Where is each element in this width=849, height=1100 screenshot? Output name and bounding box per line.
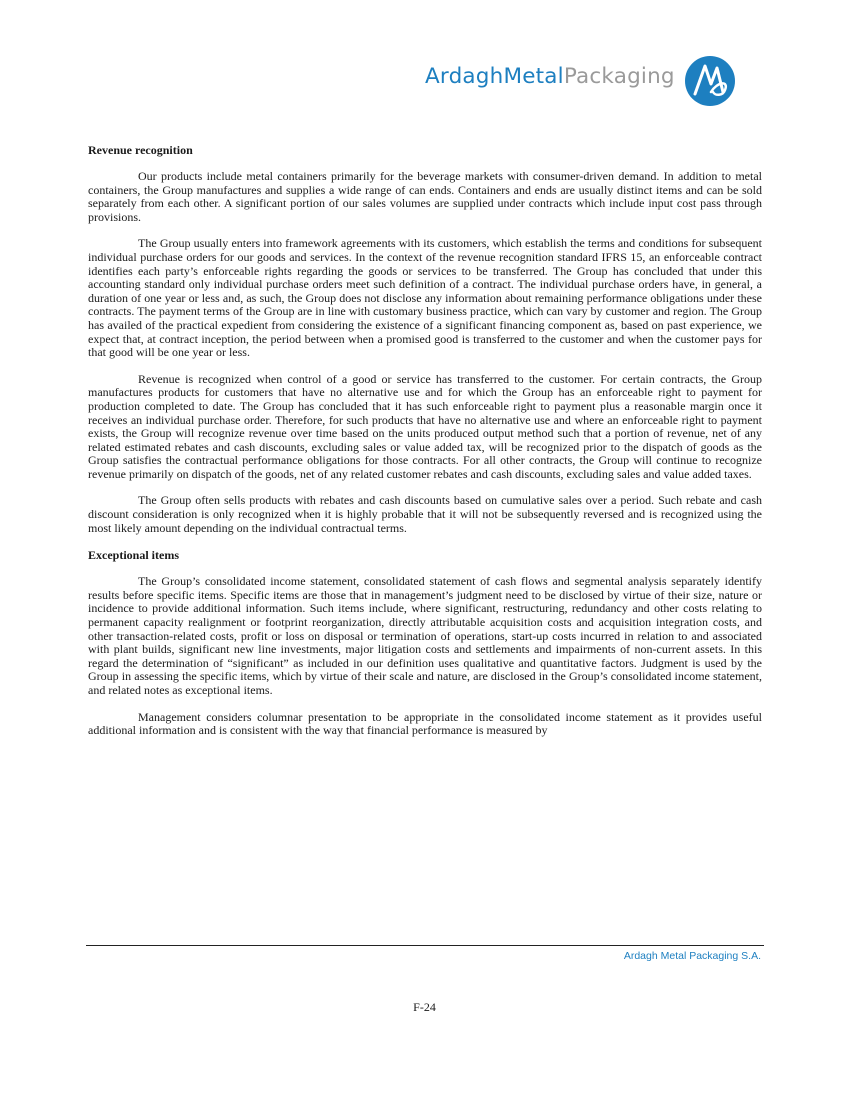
- paragraph: Our products include metal containers primarily for the beverage markets with consumer-driven demand. In addition to metal containers, the Group manufactures and supplies a wide range of can ends. Containers and ends are usually distinct items and can be sold separately from each other. A significant portion of our sales volumes are supplied under contracts which include input cost pass through provisions.: [88, 169, 762, 224]
- document-body: [88, 143, 762, 751]
- logo-word-packaging: Packaging: [563, 64, 675, 89]
- section-heading-revenue-recognition: Revenue recognition: [88, 143, 193, 157]
- logo-word-ardagh: Ardagh: [425, 64, 504, 89]
- paragraph: The Group often sells products with rebates and cash discounts based on cumulative sales over a period. Such rebate and cash discount consideration is only recognized when it is highly probable that it will not be subsequently reversed and is recognized using the most likely amount depending on the individual contractual terms.: [88, 493, 762, 535]
- footer-company-name: Ardagh Metal Packaging S.A.: [623, 950, 761, 962]
- section-heading-exceptional-items: Exceptional items: [88, 548, 179, 563]
- paragraph: The Group usually enters into framework agreements with its customers, which establish the terms and conditions for subsequent individual purchase orders for our goods and services. In the context of the revenue recognition standard IFRS 15, an enforceable contract identifies each party’s enforceable rights regarding the goods or services to be transferred. The Group has concluded that under this accounting standard only individual purchase orders meet such definition of a contract. The individual purchase orders have, in general, a duration of one year or less and, as such, the Group does not disclose any information about remaining performance obligations under these contracts. The payment terms of the Group are in line with customary business practice, which can vary by customer and region. The Group has availed of the practical expedient from considering the existence of a significant financing component as, based on past experience, we expect that, at contract inception, the period between when a promised good is transferred to the customer and when the customer pays for that good will be one year or less.: [88, 236, 762, 360]
- amp-logo-mark-icon: [683, 54, 737, 108]
- paragraph: Management considers columnar presentation to be appropriate in the consolidated income statement as it provides useful additional information and is consistent with the way that financial performance is measured by: [88, 709, 762, 738]
- page-number: F-24: [413, 1000, 436, 1014]
- logo-word-metal: Metal: [503, 64, 564, 89]
- company-logo: [425, 52, 745, 110]
- logo-wordmark: [425, 64, 675, 89]
- paragraph: Revenue is recognized when control of a good or service has transferred to the customer. For certain contracts, the Group manufactures products for customers that have no alternative use and for which the Group has an enforceable right to payment for production completed to date. The Group has concluded that it has such enforceable right to payment plus a reasonable margin once it receives an individual purchase order. Therefore, for such products that have no alternative use and where an enforceable right to payment exists, the Group will recognize revenue over time based on the units produced output method such that a portion of revenue, net of any related estimated rebates and cash discounts, excluding sales or value added tax, will be recognized prior to the dispatch of goods as the Group satisfies the contractual performance obligations for those contracts. For all other contracts, the Group will continue to recognize revenue primarily on dispatch of the goods, net of any related customer rebates and cash discounts, excluding sales and value added taxes.: [88, 371, 762, 481]
- footer-divider: [86, 945, 764, 946]
- paragraph: The Group’s consolidated income statement, consolidated statement of cash flows and segmental analysis separately identify results before specific items. Specific items are those that in management’s judgment need to be disclosed by virtue of their size, nature or incidence to provide additional information. Such items include, where significant, restructuring, redundancy and other costs relating to permanent capacity realignment or footprint reorganization, directly attributable acquisition costs and acquisition integration costs, and other transaction-related costs, profit or loss on disposal or termination of operations, start-up costs incurred in relation to and associated with plant builds, significant new line investments, major litigation costs and settlements and impairments of non-current assets. In this regard the determination of “significant” as included in our definition uses qualitative and quantitative factors. Judgment is used by the Group in assessing the specific items, which by virtue of their scale and nature, are disclosed in the Group’s consolidated income statement, and related notes as exceptional items.: [88, 574, 762, 697]
